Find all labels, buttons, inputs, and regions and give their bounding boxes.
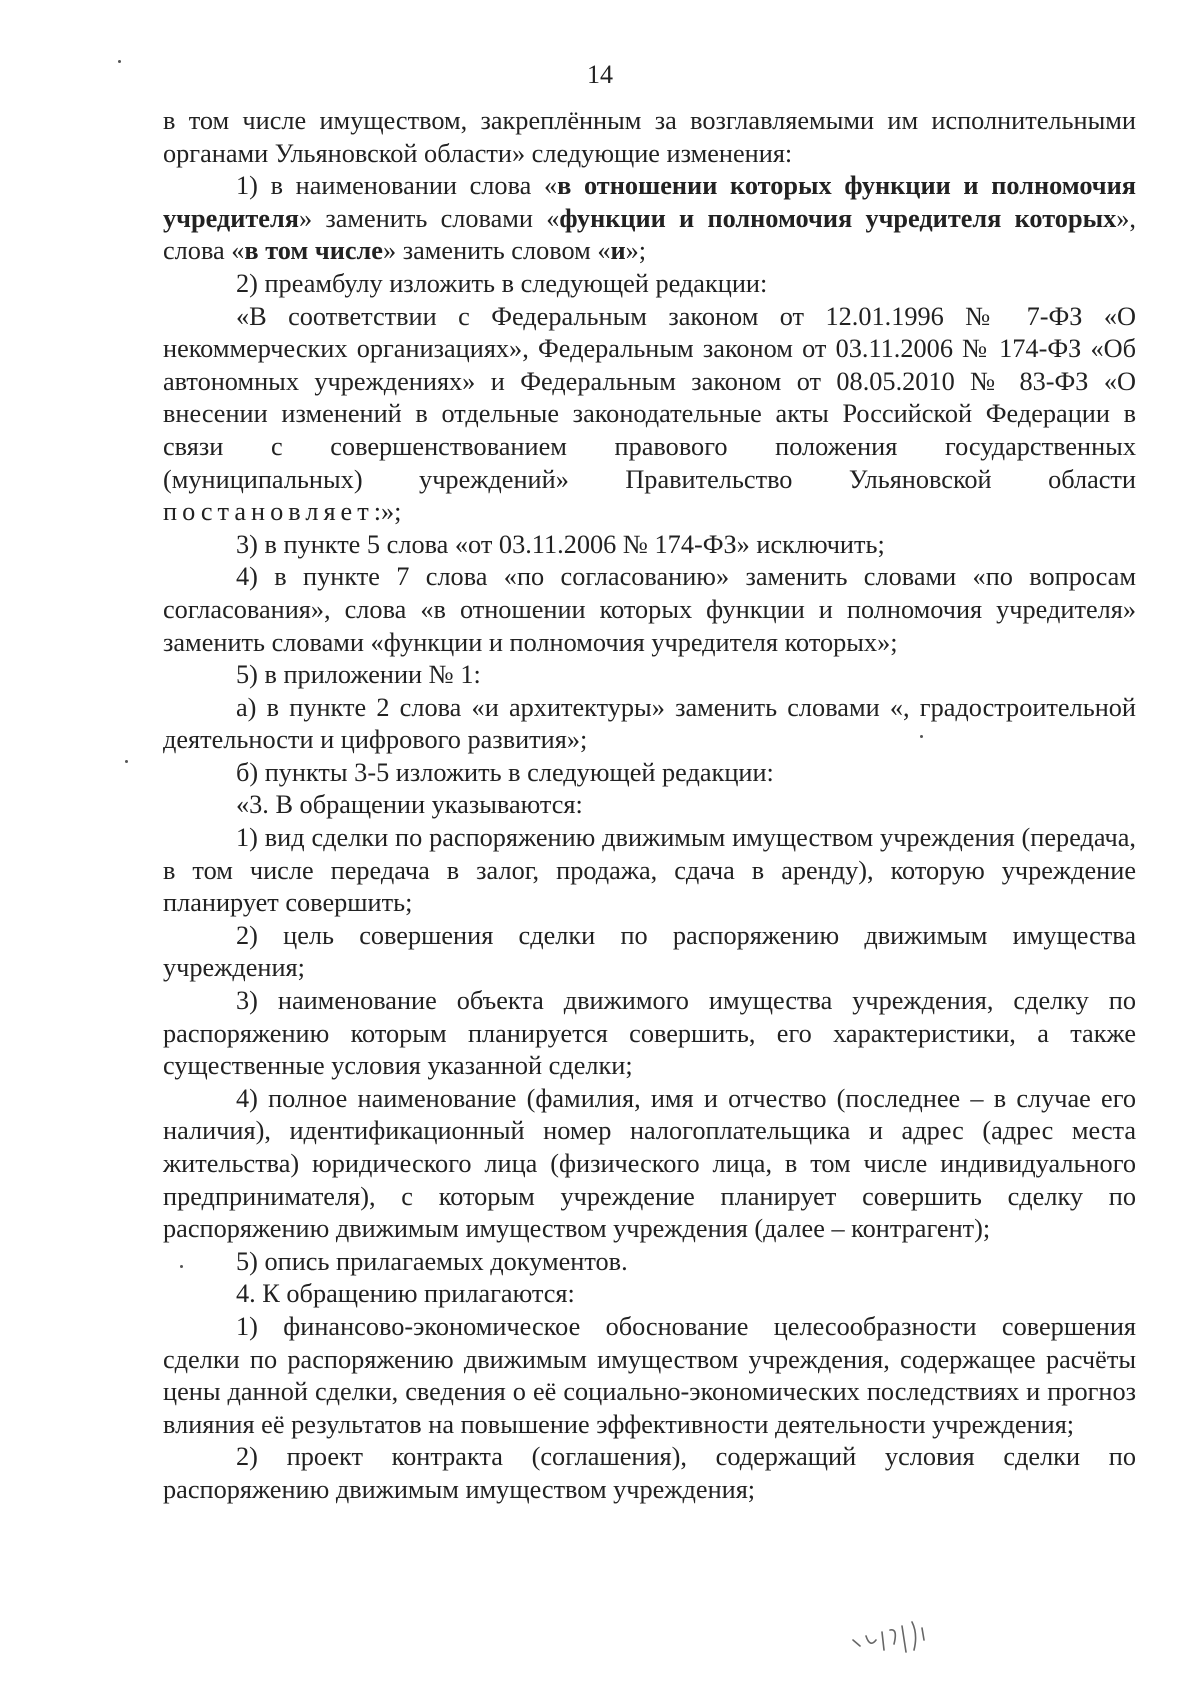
paragraph-preamble [163, 301, 1136, 529]
paragraph-clause-3-2: 2) цель совершения сделки по распоряжению движимым имущества учреждения; [163, 920, 1136, 983]
paragraph-clause-3-5: 5) опись прилагаемых документов. [236, 1246, 628, 1276]
scan-speck [118, 60, 121, 63]
text-span: », слова « [163, 203, 1136, 266]
bold-span: в том числе [244, 236, 383, 266]
bold-span: в отношении которых функции и полномочия учредителя [163, 171, 1136, 233]
spaced-word: постановляет [163, 497, 374, 527]
text-span: »; [625, 236, 647, 266]
paragraph-item-1 [163, 170, 1136, 268]
paragraph-clause-3: «3. В обращении указываются: [236, 790, 583, 820]
text-span: «В соответствии с Федеральным законом от 12.01.1996 № 7-ФЗ «О некоммерческих организациях», Федеральным законом от 03.11.2006 № 174-ФЗ «Об автономных учреждениях» и Федеральным законом от 08.05.2010 № 83-ФЗ «О внесении изменений в отдельные законодательные акты Российской Федерации в связи с совершенствованием правового положения государственных (муниципальных) учреждений» Правительство Ульяновской области [163, 301, 1136, 494]
paragraph-clause-4: 4. К обращению прилагаются: [236, 1279, 575, 1309]
paragraph-clause-4-2: 2) проект контракта (соглашения), содержащий условия сделки по распоряжению движимым имуществом учреждения; [163, 1442, 1136, 1504]
paragraph-item-3: 3) в пункте 5 слова «от 03.11.2006 № 174-ФЗ» исключить; [236, 529, 885, 559]
paragraph-item-5: 5) в приложении № 1: [236, 660, 481, 690]
text-span: » заменить словами « [298, 203, 560, 233]
paragraph-item-5b: б) пункты 3-5 изложить в следующей редакции: [236, 757, 774, 787]
paragraph-clause-4-1: 1) финансово-экономическое обоснование целесообразности совершения сделки по распоряжению движимым имуществом учреждения, содержащее расчёты цены данной сделки, сведения о её социально-экономических последствиях и прогноз влияния её результатов на повышение эффективности деятельности учреждения; [163, 1311, 1136, 1439]
text-span: :»; [373, 497, 402, 527]
text-span: » заменить словом « [382, 236, 611, 266]
paragraph-clause-3-1: 1) вид сделки по распоряжению движимым имуществом учреждения (передача, в том числе передача в залог, продажа, сдача в аренду), которую учреждение планирует совершить; [163, 823, 1136, 918]
scan-speck [125, 760, 128, 763]
bold-span: и [610, 236, 626, 266]
paragraph-intro: в том числе имуществом, закреплённым за возглавляемыми им исполнительными органами Ульяновской области» следующие изменения: [163, 106, 1136, 168]
scan-speck [180, 1265, 183, 1268]
page-number: 14 [587, 60, 613, 89]
paragraph-clause-3-3: 3) наименование объекта движимого имущества учреждения, сделку по распоряжению которым планируется совершить, его характеристики, а также существенные условия указанной сделки; [163, 986, 1136, 1081]
paragraph-clause-3-4: 4) полное наименование (фамилия, имя и отчество (последнее – в случае его наличия), идентификационный номер налогоплательщика и адрес (адрес места жительства) юридического лица (физического лица, в том числе индивидуального предпринимателя), с которым учреждение планирует совершить сделку по распоряжению движимым имуществом учреждения (далее – контрагент); [163, 1083, 1136, 1244]
scan-speck [920, 735, 923, 738]
bold-span: функции и полномочия учредителя которых [559, 203, 1117, 233]
handwritten-initials [848, 1610, 948, 1660]
document-body [163, 105, 1136, 1507]
paragraph-item-4: 4) в пункте 7 слова «по согласованию» заменить словами «по вопросам согласования», слова «в отношении которых функции и полномочия учредителя» заменить словами «функции и полномочия учредителя которых»; [163, 562, 1136, 657]
paragraph-item-5a: а) в пункте 2 слова «и архитектуры» заменить словами «, градостроительной деятельности и цифрового развития»; [163, 692, 1136, 755]
text-span: 1) в наименовании слова « [236, 171, 558, 201]
paragraph-item-2: 2) преамбулу изложить в следующей редакции: [236, 268, 768, 298]
